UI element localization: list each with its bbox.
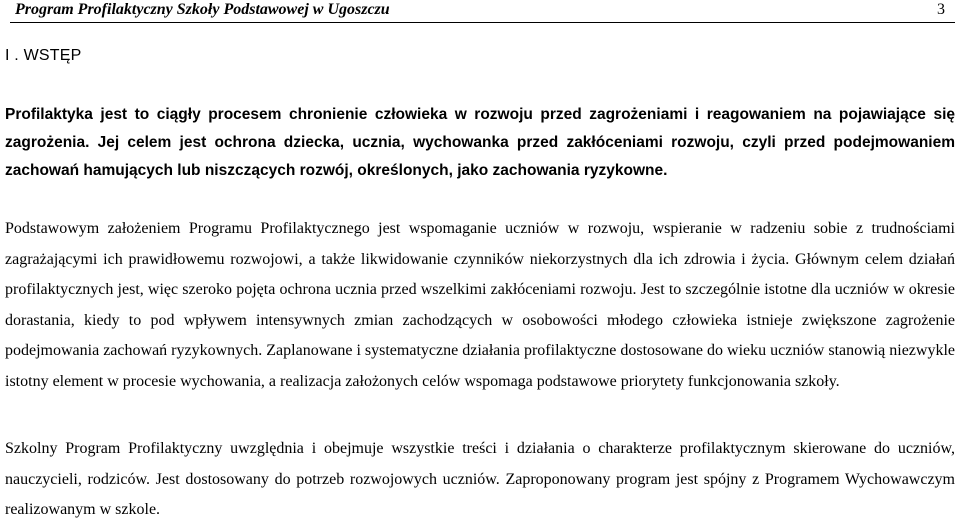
- section-heading: I . WSTĘP: [5, 47, 82, 64]
- body-paragraph-2: Szkolny Program Profilaktyczny uwzględnia i obejmuje wszystkie treści i działania o charakterze profilaktycznym skierowane do uczniów, nauczycieli, rodziców. Jest dostosowany do potrzeb rozwojowych uczniów. Zaproponowany program jest spójny z Programem Wychowawczym realizowanym w szkole.: [5, 440, 955, 519]
- header-title: Program Profilaktyczny Szkoły Podstawowej w Ugoszczu: [15, 1, 390, 18]
- body-paragraph-1: Podstawowym założeniem Programu Profilaktycznego jest wspomaganie uczniów w rozwoju, wspieranie w radzeniu sobie z trudnościami zagrażającymi ich prawidłowemu rozwojowi, a także likwidowanie czynników niekorzystnych dla ich zdrowia i życia. Głównym celem działań profilaktycznych jest, więc szeroko pojęta ochrona ucznia przed wszelkimi zakłóceniami rozwoju. Jest to szczególnie istotne dla uczniów w okresie dorastania, kiedy to pod wpływem intensywnych zmian zachodzących w osobowości młodego człowieka istnieje zwiększone zagrożenie podejmowania zachowań ryzykownych. Zaplanowane i systematyczne działania profilaktyczne dostosowane do wieku uczniów stanowią niezwykle istotny element w procesie wychowania, a realizacja założonych celów wspomaga podstawowe priorytety funkcjonowania szkoły.: [5, 220, 955, 390]
- intro-bold-paragraph: Profilaktyka jest to ciągły procesem chronienie człowieka w rozwoju przed zagrożeniami i reagowaniem na pojawiające się zagrożenia. Jej celem jest ochrona dziecka, ucznia, wychowanka przed zakłóceniami rozwoju, czyli przed podejmowaniem zachowań hamujących lub niszczących rozwój, określonych, jako zachowania ryzykowne.: [5, 106, 955, 179]
- page-header: [10, 0, 955, 23]
- page-number: 3: [937, 1, 945, 18]
